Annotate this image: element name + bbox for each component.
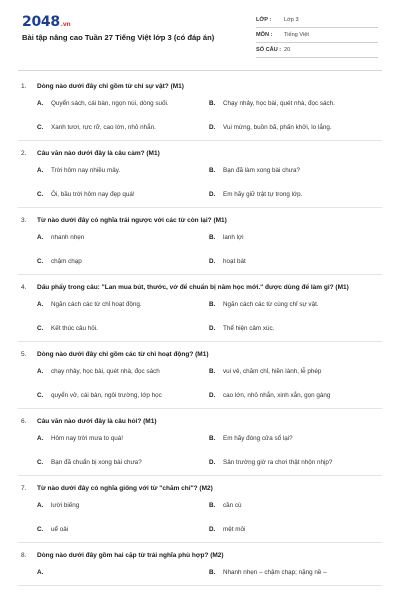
option-text: uể oải [51,526,69,533]
option-text: quyển vở, cái bàn, ngôi trường, lớp học [51,392,162,399]
option-key: B. [209,502,216,509]
option-key: D. [209,325,216,332]
option-key: C. [37,124,44,131]
option-key: A. [37,234,44,241]
answer-option[interactable] [209,384,381,408]
option-text: nhanh nhẹn [51,234,85,241]
question-3 [18,208,382,275]
option-key: B. [209,301,216,308]
answer-option[interactable] [37,116,209,140]
option-text: Thể hiện cảm xúc. [223,325,275,332]
option-text: lười biếng [51,502,80,509]
question-4 [18,275,382,342]
worksheet-header [0,0,400,64]
answer-option[interactable] [37,494,209,518]
question-text: Câu văn nào dưới đây là câu hỏi? (M1) [37,418,157,425]
option-text: mệt mỏi [223,526,246,533]
question-text: Từ nào dưới đây có nghĩa trái ngược với các từ còn lại? (M1) [37,217,227,224]
option-text: Kết thúc câu hỏi. [51,325,98,332]
question-number: 7. [21,485,27,492]
page-title: Bài tập nâng cao Tuần 27 Tiếng Việt lớp 3 (có đáp án) [22,33,215,42]
option-text: chậm chạp [51,258,82,265]
option-text: Trời hôm nay nhiều mây. [51,167,121,174]
option-text: Quyển sách, cái bàn, ngọn núi, dòng suối. [51,100,169,107]
question-number: 6. [21,418,27,425]
option-key: A. [37,502,44,509]
answer-options [18,293,382,341]
header-divider [18,70,382,71]
option-text: Bạn đã chuẩn bị xong bài chưa? [51,459,142,466]
question-text: Từ nào dưới đây có nghĩa giống với từ "chăm chỉ"? (M2) [37,485,213,492]
answer-option[interactable] [37,159,209,183]
question-1 [18,74,382,141]
option-text: chạy nhảy, học bài, quét nhà, đọc sách [51,368,160,375]
answer-option[interactable] [37,518,209,542]
question-stem [18,275,382,293]
option-text: Bạn đã làm xong bài chưa? [223,167,301,174]
question-5 [18,342,382,409]
option-key: C. [37,526,44,533]
answer-option[interactable] [37,317,209,341]
option-key: C. [37,325,44,332]
option-text: Vui mừng, buồn bã, phấn khởi, lo lắng. [223,124,332,131]
option-key: B. [209,167,216,174]
answer-option[interactable] [209,451,381,475]
answer-options [18,494,382,542]
option-key: B. [209,234,216,241]
option-key: A. [37,435,44,442]
question-text: Dòng nào dưới đây gồm hai cặp từ trái nghĩa phù hợp? (M2) [37,552,224,559]
answer-option[interactable] [37,293,209,317]
answer-options [18,427,382,475]
answer-option[interactable] [209,494,381,518]
option-key: A. [37,569,44,576]
meta-row-grade: LỚP : Lớp 3 [256,13,378,28]
option-text: Nhanh nhẹn – chậm chạp; nặng nề – [223,569,327,576]
question-6 [18,409,382,476]
question-number: 4. [21,284,27,291]
question-number: 2. [21,150,27,157]
answer-option[interactable] [37,360,209,384]
option-key: D. [209,258,216,265]
question-stem [18,342,382,360]
option-key: D. [209,526,216,533]
option-key: D. [209,191,216,198]
question-8 [18,543,382,586]
question-stem [18,409,382,427]
answer-option[interactable] [209,561,381,585]
option-key: A. [37,301,44,308]
answer-options [18,159,382,207]
answer-option[interactable] [209,116,381,140]
meta-row-count: SỐ CÂU : 20 [256,43,378,58]
option-key: D. [209,124,216,131]
option-key: C. [37,258,44,265]
answer-option[interactable] [37,384,209,408]
question-7 [18,476,382,543]
option-key: D. [209,392,216,399]
option-key: A. [37,167,44,174]
option-text: lanh lợi [223,234,244,241]
option-text: Xanh tươi, rực rỡ, cao lớn, nhỏ nhắn. [51,124,156,131]
option-key: B. [209,368,216,375]
option-text: vui vẻ, chăm chỉ, hiền lành, lễ phép [223,368,322,375]
answer-option[interactable] [209,360,381,384]
option-text: hoạt bát [223,258,246,265]
option-text: Em hãy giữ trật tự trong lớp. [223,191,303,198]
question-number: 5. [21,351,27,358]
question-text: Dòng nào dưới đây chỉ gồm các từ chỉ hoạt động? (M1) [37,351,209,358]
option-key: B. [209,100,216,107]
answer-option[interactable] [209,226,381,250]
option-key: B. [209,435,216,442]
question-stem [18,141,382,159]
answer-option[interactable] [209,183,381,207]
question-2 [18,141,382,208]
answer-option[interactable] [209,92,381,116]
answer-option[interactable] [37,427,209,451]
option-key: C. [37,392,44,399]
question-list [0,74,400,586]
option-key: C. [37,459,44,466]
option-key: D. [209,459,216,466]
option-key: A. [37,100,44,107]
question-stem [18,543,382,561]
question-stem [18,208,382,226]
question-number: 8. [21,552,27,559]
question-text: Câu văn nào dưới đây là câu cảm? (M1) [37,150,160,157]
answer-option[interactable] [209,427,381,451]
question-number: 3. [21,217,27,224]
answer-option[interactable] [209,250,381,274]
question-stem [18,476,382,494]
question-text: Dấu phẩy trong câu: "Lan mua bút, thước, vở để chuẩn bị năm học mới." được dùng để làm gì? (M1) [37,284,349,291]
answer-option[interactable] [209,518,381,542]
option-text: cao lớn, nhỏ nhắn, xinh xắn, gọn gàng [223,392,331,399]
option-key: C. [37,191,44,198]
answer-option[interactable] [37,250,209,274]
option-text: Ngăn cách các từ cùng chỉ sự vật. [223,301,319,308]
option-text: Chạy nhảy, học bài, quét nhà, đọc sách. [223,100,335,107]
question-number: 1. [21,83,27,90]
question-stem [18,74,382,92]
answer-option[interactable] [37,92,209,116]
worksheet-meta [256,13,378,58]
answer-option[interactable] [37,561,209,585]
answer-option[interactable] [37,451,209,475]
option-text: Em hãy đóng cửa sổ lại? [223,435,293,442]
option-text: Ôi, bầu trời hôm nay đẹp quá! [51,191,135,198]
answer-option[interactable] [209,159,381,183]
answer-option[interactable] [209,293,381,317]
answer-options [18,226,382,274]
option-key: A. [37,368,44,375]
site-logo[interactable]: 2048.vn [22,14,71,30]
answer-options [18,360,382,408]
option-key: B. [209,569,216,576]
option-text: cần cù [223,502,242,509]
option-text: Ngăn cách các từ chỉ hoạt động. [51,301,142,308]
answer-option[interactable] [209,317,381,341]
option-text: Sân trường giờ ra chơi thật nhộn nhịp? [223,459,333,466]
answer-option[interactable] [37,226,209,250]
answer-option[interactable] [37,183,209,207]
answer-options [18,92,382,140]
answer-options [18,561,382,585]
question-text: Dòng nào dưới đây chỉ gồm từ chỉ sự vật? (M1) [37,83,184,90]
meta-row-subject: MÔN : Tiếng Việt [256,28,378,43]
option-text: Hôm nay trời mưa to quá! [51,435,124,442]
